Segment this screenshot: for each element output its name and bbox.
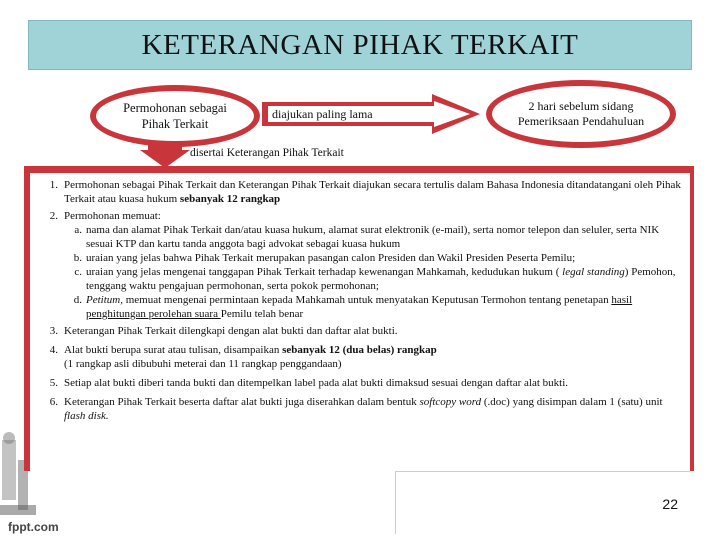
arrow-label xyxy=(272,107,412,122)
list-item xyxy=(30,178,686,206)
item-text: Permohonan memuat: a. nama dan alamat Pihak Terkait dan/atau kuasa hukum, alamat surat elektronik (e-mail), serta nomor telepon dan seluler, serta NIK sesuai KTP dan kartu tanda anggota bagi advokat sebagai kuasa hukum b. uraian yang jelas bahwa Pihak Terkait merupakan pasangan calon Presiden dan Wakil Presiden Peserta Pemilu; c. uraian yang jelas mengenai tanggapan Pihak Terkait terhadap kewenangan Mahkamah, kedudukan hukum ( legal standing) Pemohon, tenggang waktu pengajuan permohonan, serta pokok permohonan; d. Petitum, memuat mengenai permintaan kepada Mahkamah untuk menyatakan Keputusan Termohon tentang penetapan hasil penghitungan perolehan suara Pemilu telah benar xyxy=(64,209,686,321)
oval-permohonan xyxy=(90,85,260,147)
sub-item: b. uraian yang jelas bahwa Pihak Terkait merupakan pasangan calon Presiden dan Wakil Presiden Peserta Pemilu; xyxy=(73,252,576,264)
requirements-list xyxy=(30,178,686,426)
item-number: 2. xyxy=(49,210,58,222)
list-item xyxy=(30,343,686,371)
page-title: KETERANGAN PIHAK TERKAIT xyxy=(141,28,579,61)
item-number: 3. xyxy=(49,325,58,337)
oval-left-line1: Permohonan sebagai xyxy=(123,101,227,115)
list-item xyxy=(30,209,686,321)
oval-left-line2: Pihak Terkait xyxy=(141,117,209,131)
item-number: 4. xyxy=(49,344,58,356)
oval-right-line2: Pemeriksaan Pendahuluan xyxy=(517,114,645,128)
item-text: Permohonan sebagai Pihak Terkait dan Keterangan Pihak Terkait diajukan secara tertulis dalam Bahasa Indonesia ditandatangani oleh Pihak Terkait atau kuasa hukum sebanyak 12 rangkap xyxy=(64,179,681,205)
list-item xyxy=(30,376,686,390)
title-bar xyxy=(28,20,692,70)
item-number: 6. xyxy=(49,396,58,408)
oval-deadline xyxy=(486,80,676,148)
oval-right-line1: 2 hari sebelum sidang xyxy=(528,99,634,113)
sub-item: a. nama dan alamat Pihak Terkait dan/atau kuasa hukum, alamat surat elektronik (e-mail), serta nomor telepon dan seluler, serta NIK sesuai KTP dan kartu tanda anggota bagi advokat sebagai kuasa hukum xyxy=(74,224,660,250)
page-number: 22 xyxy=(662,496,678,512)
item-text: Setiap alat bukti diberi tanda bukti dan ditempelkan label pada alat bukti dimaksud sesuai dengan daftar alat bukti. xyxy=(64,377,569,389)
item-text: Keterangan Pihak Terkait beserta daftar alat bukti juga diserahkan dalam bentuk softcopy word (.doc) yang disimpan dalam 1 (satu) unit flash disk. xyxy=(64,396,663,422)
list-item xyxy=(30,324,686,338)
item-text: Alat bukti berupa surat atau tulisan, disampaikan sebanyak 12 (dua belas) rangkap (1 rangkap asli dibubuhi meterai dan 11 rangkap penggandaan) xyxy=(64,344,437,370)
brand-logo-text: fppt.com xyxy=(8,520,59,534)
item-number: 1. xyxy=(49,179,58,191)
item-text: Keterangan Pihak Terkait dilengkapi dengan alat bukti dan daftar alat bukti. xyxy=(64,325,398,337)
item-number: 5. xyxy=(49,377,58,389)
disertai-label: disertai Keterangan Pihak Terkait xyxy=(190,147,344,159)
page-number-box xyxy=(395,471,690,534)
arrow-label-text: diajukan paling lama xyxy=(272,107,373,121)
list-item xyxy=(30,395,686,423)
sub-item: c. uraian yang jelas mengenai tanggapan Pihak Terkait terhadap kewenangan Mahkamah, kedudukan hukum ( legal standing) Pemohon, tenggang waktu pengajuan permohonan, serta pokok permohonan; xyxy=(74,266,676,292)
sub-item: d. Petitum, memuat mengenai permintaan kepada Mahkamah untuk menyatakan Keputusan Termohon tentang penetapan hasil penghitungan perolehan suara Pemilu telah benar xyxy=(73,294,633,320)
down-arrow-shape xyxy=(140,142,190,168)
